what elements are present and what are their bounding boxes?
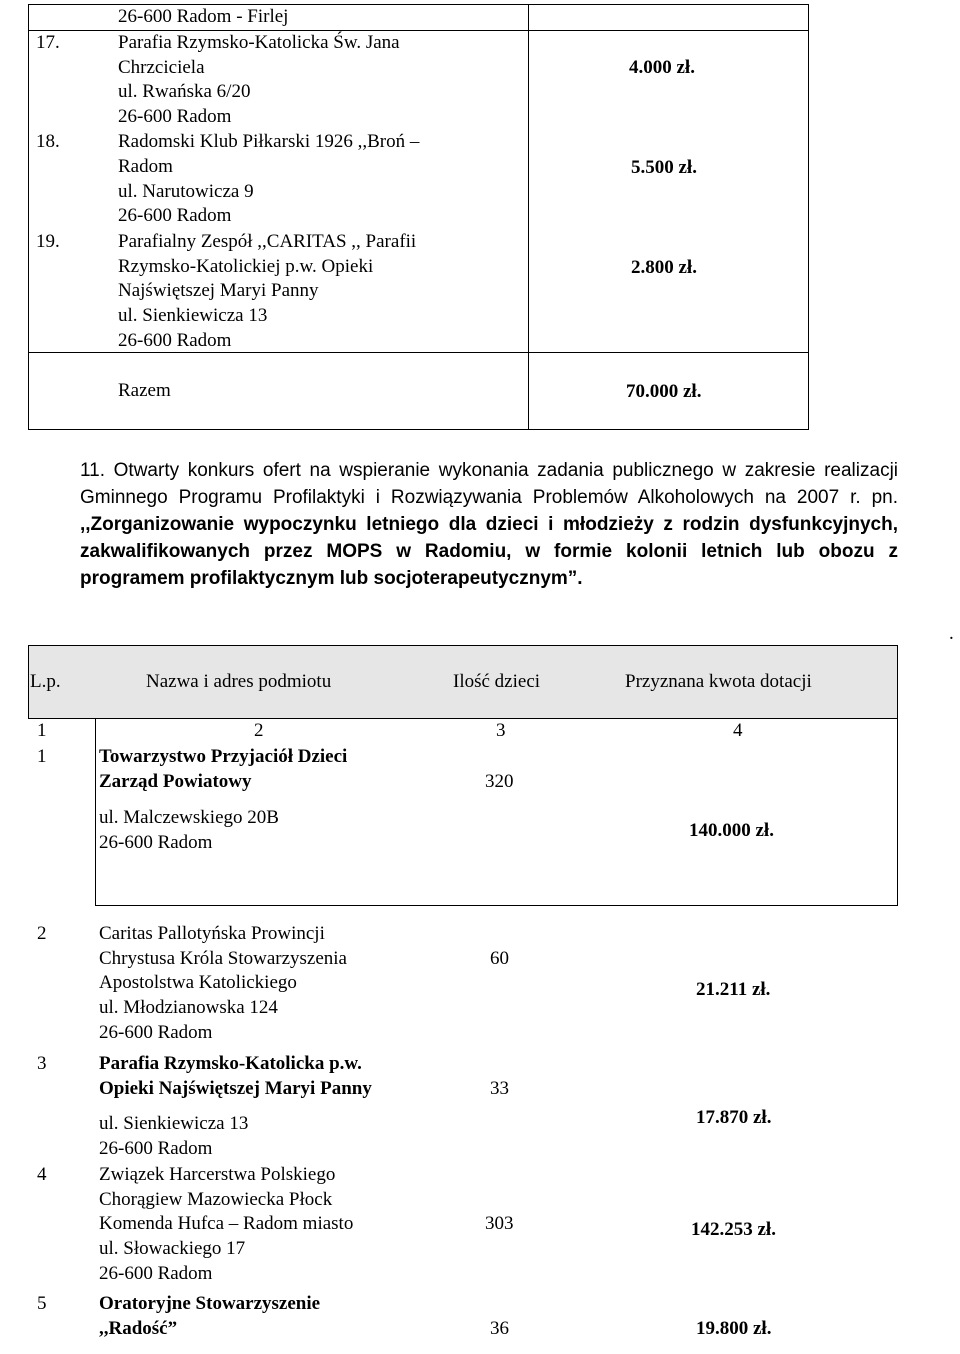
row-lp: 5 (37, 1293, 47, 1314)
grant-amount: 19.800 zł. (696, 1318, 772, 1339)
row-number: 17. (36, 32, 60, 53)
org-address-line: 26-600 Radom (99, 1263, 213, 1284)
org-address-line: 26-600 Radom (99, 1138, 213, 1159)
org-name-line: ,,Radość” (99, 1318, 178, 1339)
row-lp: 1 (37, 746, 47, 767)
org-address-line: 26-600 Radom (118, 106, 232, 127)
grant-amount: 142.253 zł. (691, 1219, 776, 1240)
org-address-line: 26-600 Radom (118, 330, 232, 351)
org-name-line: Chorągiew Mazowiecka Płock (99, 1189, 333, 1210)
org-address-line: 26-600 Radom (99, 1022, 213, 1043)
header-children: Ilość dzieci (453, 671, 541, 692)
children-count: 303 (485, 1213, 514, 1234)
grant-amount: 140.000 zł. (689, 820, 774, 841)
org-address-line: ul. Sienkiewicza 13 (99, 1113, 249, 1134)
grant-amount: 21.211 zł. (696, 979, 771, 1000)
org-name-line: Parafia Rzymsko-Katolicka Św. Jana (118, 32, 400, 53)
org-name-line: Parafialny Zespół ,,CARITAS ,, Parafii (118, 231, 417, 252)
column-number: 3 (496, 720, 506, 741)
org-address-line: ul. Sienkiewicza 13 (118, 305, 268, 326)
org-name-line: Chrystusa Króla Stowarzyszenia (99, 948, 347, 969)
org-address-line: ul. Młodzianowska 124 (99, 997, 278, 1018)
header-amount: Przyznana kwota dotacji (625, 671, 812, 692)
row-lp: 2 (37, 923, 47, 944)
org-address-line: 26-600 Radom (118, 205, 232, 226)
section-paragraph (80, 457, 898, 592)
org-address-line: ul. Słowackiego 17 (99, 1238, 246, 1259)
org-name-line: Radom (118, 156, 173, 177)
org-name-line: Związek Harcerstwa Polskiego (99, 1164, 336, 1185)
amount: 5.500 zł. (631, 157, 697, 178)
total-amount: 70.000 zł. (626, 381, 702, 402)
children-count: 320 (485, 771, 514, 792)
org-name-line: Zarząd Powiatowy (99, 771, 252, 792)
section-number: 11. (80, 460, 106, 481)
total-label: Razem (118, 380, 171, 401)
amount: 4.000 zł. (629, 57, 695, 78)
org-name-line: Parafia Rzymsko-Katolicka p.w. (99, 1053, 362, 1074)
row-lp: 3 (37, 1053, 47, 1074)
org-address-line: ul. Malczewskiego 20B (99, 807, 279, 828)
org-name-line: Radomski Klub Piłkarski 1926 ,,Broń – (118, 131, 420, 152)
stray-dot: . (949, 623, 954, 644)
org-name-line: Komenda Hufca – Radom miasto (99, 1213, 354, 1234)
header-lp: L.p. (30, 671, 61, 692)
grant-amount: 17.870 zł. (696, 1107, 772, 1128)
column-number: 2 (254, 720, 264, 741)
org-name-line: Rzymsko-Katolickiej p.w. Opieki (118, 256, 374, 277)
org-address-line: ul. Narutowicza 9 (118, 181, 254, 202)
top-table-first-line: 26-600 Radom - Firlej (118, 6, 289, 27)
section-text: Otwarty konkurs ofert na wspieranie wykonania zadania publicznego w zakresie realizacji Gminnego Programu Profilaktyki i Rozwiązywania Problemów Alkoholowych na 2007 r. pn. (80, 460, 899, 508)
org-name-line: Opieki Najświętszej Maryi Panny (99, 1078, 372, 1099)
column-number: 1 (37, 720, 47, 741)
row-number: 19. (36, 231, 60, 252)
children-count: 33 (490, 1078, 509, 1099)
children-count: 36 (490, 1318, 509, 1339)
row-number: 18. (36, 131, 60, 152)
org-address-line: ul. Rwańska 6/20 (118, 81, 251, 102)
org-name-line: Towarzystwo Przyjaciół Dzieci (99, 746, 348, 767)
column-number: 4 (733, 720, 743, 741)
section-task-title: ,,Zorganizowanie wypoczynku letniego dla dzieci i młodzieży z rodzin dysfunkcyjnych, zakwalifikowanych przez MOPS w Radomiu, w formie kolonii letnich lub obozu z programem profilaktycznym lub socjoterapeutycznym”. (80, 514, 898, 589)
org-name-line: Oratoryjne Stowarzyszenie (99, 1293, 321, 1314)
org-name-line: Chrzciciela (118, 57, 205, 78)
amount: 2.800 zł. (631, 257, 697, 278)
org-name-line: Apostolstwa Katolickiego (99, 972, 297, 993)
org-name-line: Najświętszej Maryi Panny (118, 280, 319, 301)
row-lp: 4 (37, 1164, 47, 1185)
org-address-line: 26-600 Radom (99, 832, 213, 853)
header-name: Nazwa i adres podmiotu (146, 671, 332, 692)
org-name-line: Caritas Pallotyńska Prowincji (99, 923, 325, 944)
children-count: 60 (490, 948, 509, 969)
